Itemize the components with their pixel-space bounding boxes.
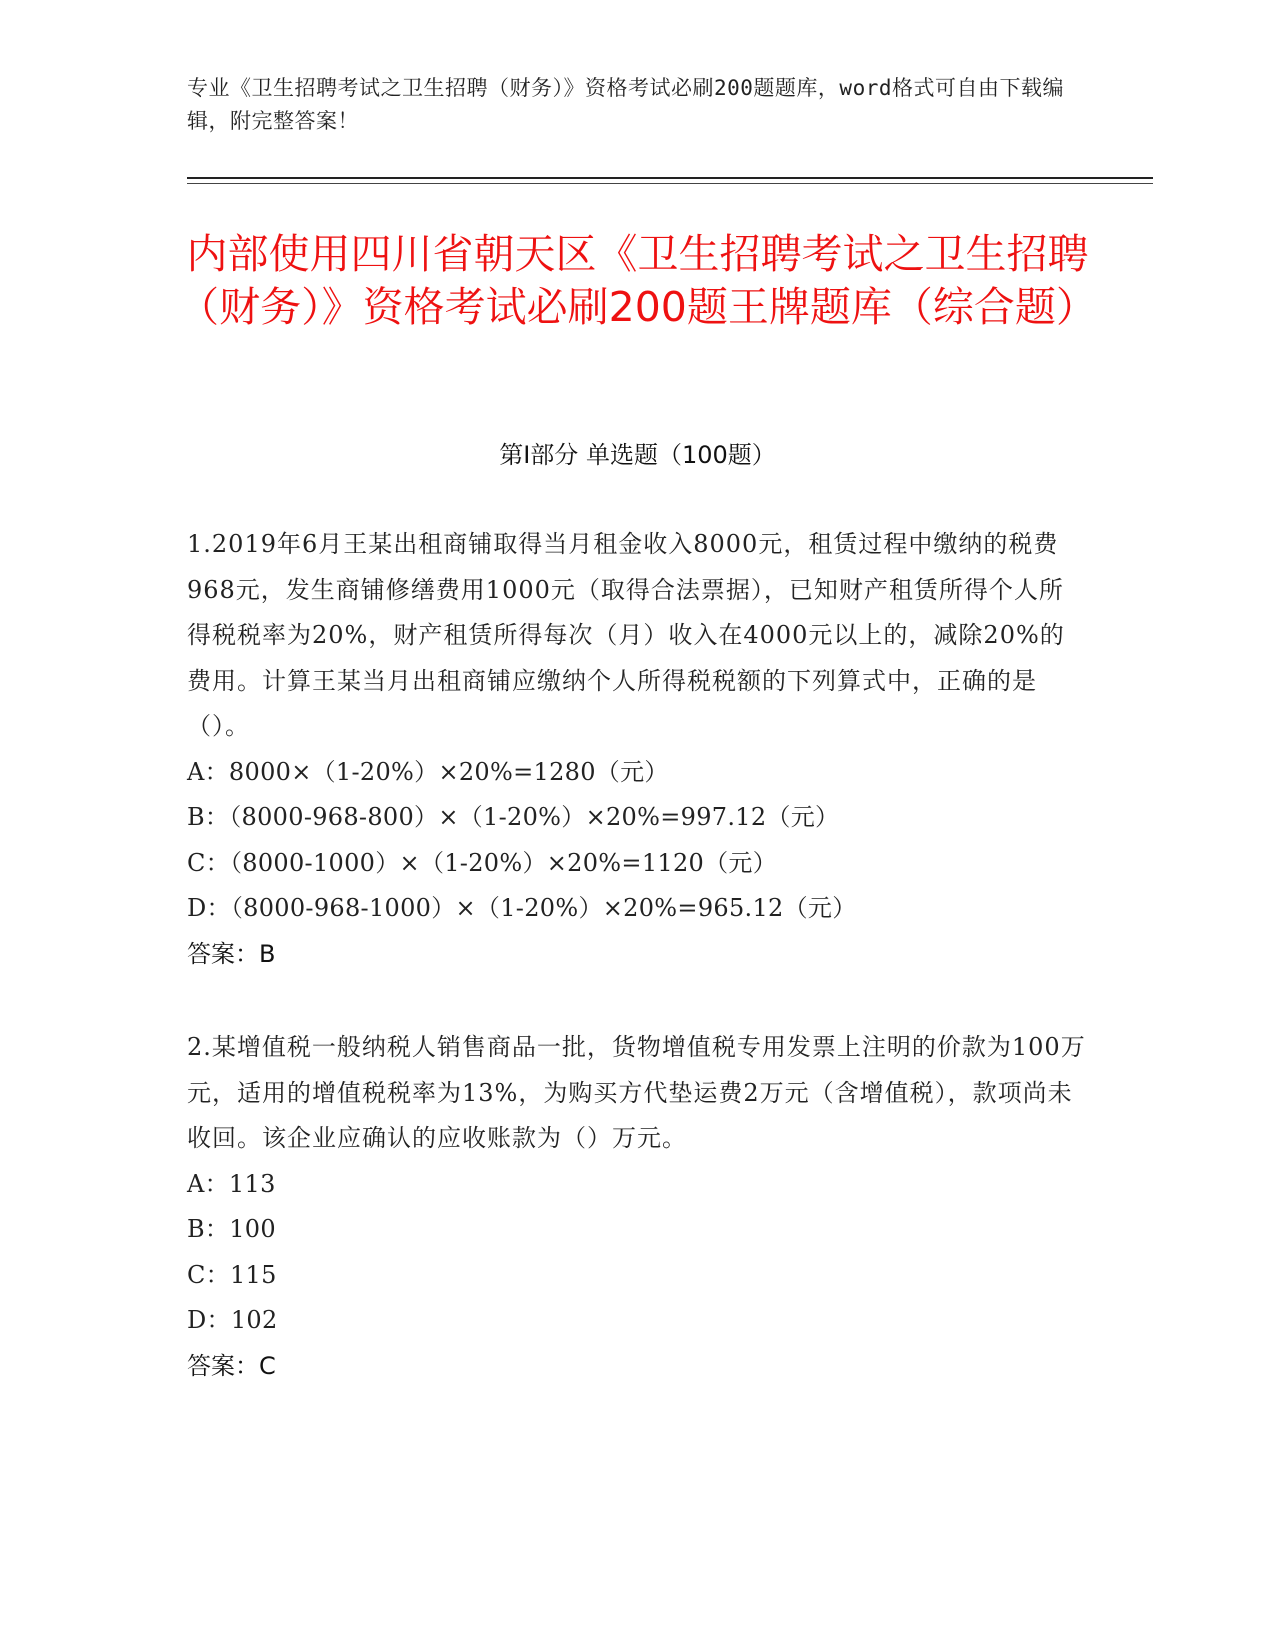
- option-c: C：（8000-1000）×（1-20%）×20%=1120（元）: [187, 848, 778, 877]
- question-text: 2.某增值税一般纳税人销售商品一批，货物增值税专用发票上注明的价款为100万元，适用的增值税税率为13%，为购买方代垫运费2万元（含增值税），款项尚未收回。该企业应确认的应收账款为（）万元。: [187, 1033, 1086, 1152]
- section-heading: 第I部分 单选题（100题）: [499, 441, 776, 469]
- option-b: B：（8000-968-800）×（1-20%）×20%=997.12（元）: [187, 803, 840, 831]
- option-c: C：115: [187, 1260, 277, 1289]
- option-d: D：（8000-968-1000）×（1-20%）×20%=965.12（元）: [187, 894, 857, 922]
- option-d: D：102: [187, 1306, 278, 1334]
- header-divider-thin: [187, 183, 1153, 184]
- document-title: 内部使用四川省朝天区《卫生招聘考试之卫生招聘（财务）》资格考试必刷200题王牌题库（综合题）: [178, 230, 1097, 331]
- option-b: B：100: [187, 1215, 276, 1243]
- header-divider-thick: [187, 177, 1153, 179]
- question-2: [187, 1025, 1087, 1389]
- header-note: 专业《卫生招聘考试之卫生招聘（财务）》资格考试必刷200题题库，word格式可自由下载编辑，附完整答案！: [187, 76, 1064, 133]
- question-text: 1.2019年6月王某出租商铺取得当月租金收入8000元，租赁过程中缴纳的税费968元，发生商铺修缮费用1000元（取得合法票据），已知财产租赁所得个人所得税税率为20%，财产租赁所得每次（月）收入在4000元以上的，减除20%的费用。计算王某当月出租商铺应缴纳个人所得税税额的下列算式中，正确的是（）。: [187, 530, 1065, 740]
- option-a: A：113: [187, 1169, 276, 1198]
- answer: 答案：C: [187, 1351, 276, 1380]
- option-a: A：8000×（1-20%）×20%=1280（元）: [187, 757, 669, 786]
- question-1: [187, 522, 1087, 977]
- answer: 答案：B: [187, 939, 276, 968]
